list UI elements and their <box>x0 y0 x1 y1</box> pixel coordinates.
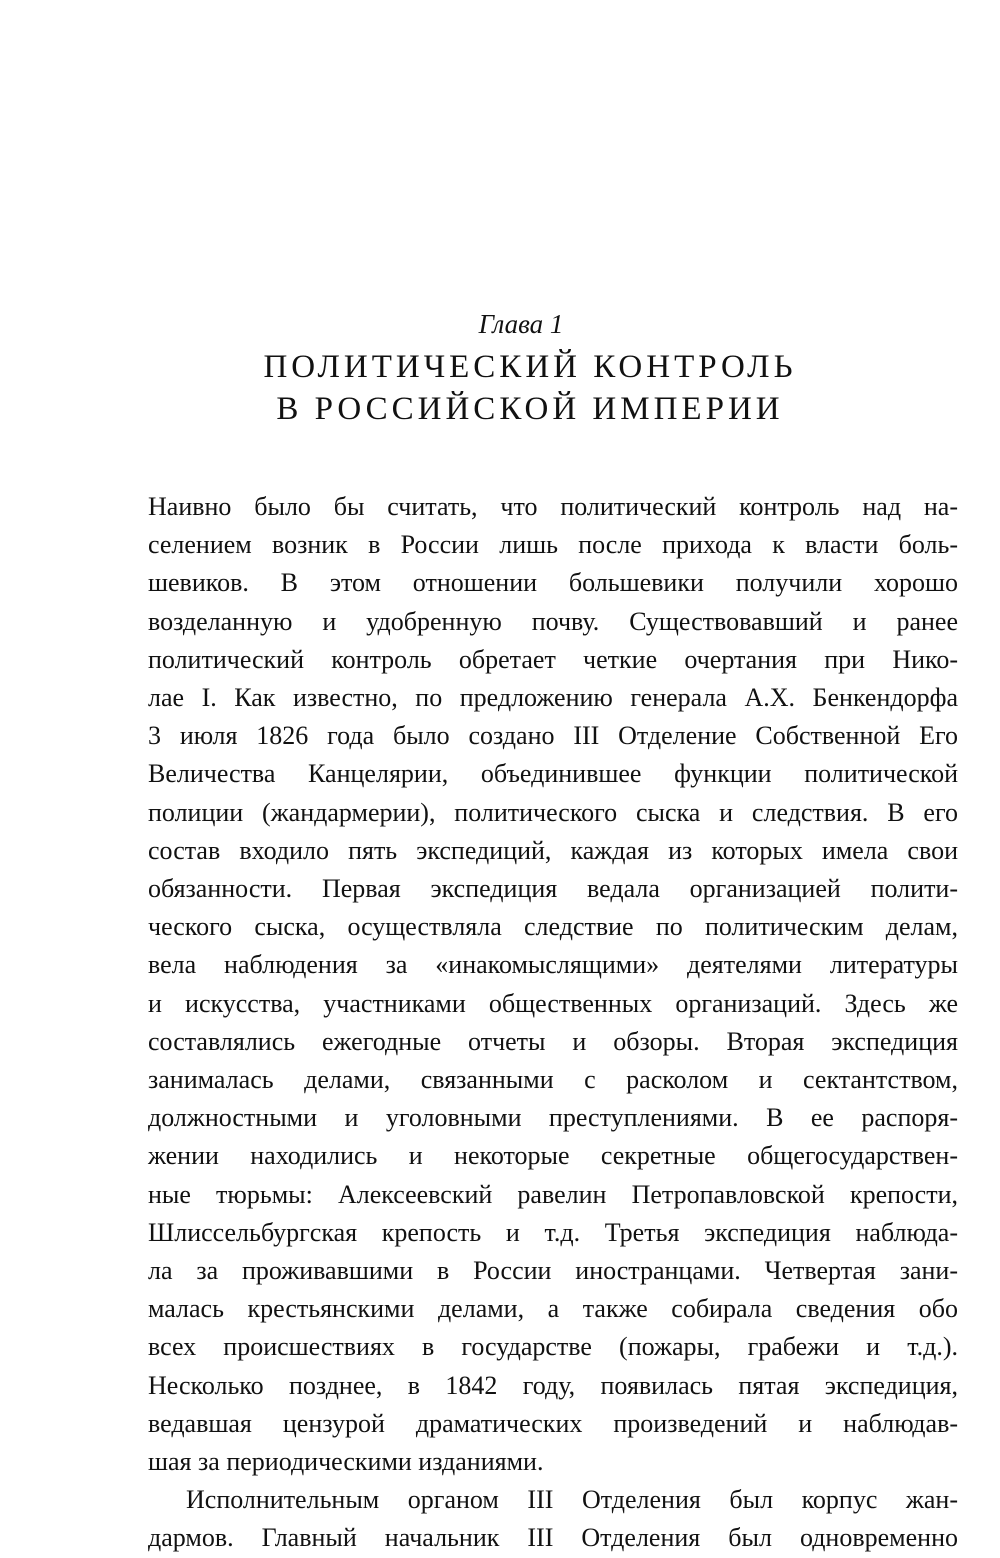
text-line: селением возник в России лишь после прихода к власти боль- <box>148 530 958 560</box>
text-line: должностными и уголовными преступлениями. В ее распоря- <box>148 1103 958 1133</box>
text-line: составлялись ежегодные отчеты и обзоры. Вторая экспедиция <box>148 1026 958 1056</box>
chapter-label: Глава 1 <box>478 309 564 339</box>
text-line: Величества Канцелярии, объединившее функции политической <box>148 759 958 789</box>
text-line: ведавшая цензурой драматических произведений и наблюдав- <box>148 1408 958 1438</box>
text-line: политический контроль обретает четкие очертания при Нико- <box>148 644 958 674</box>
text-line: возделанную и удобренную почву. Существовавший и ранее <box>148 606 958 636</box>
text-line: малась крестьянскими делами, а также собирала сведения обо <box>148 1294 958 1324</box>
paragraph-1 <box>148 488 958 1481</box>
text-line: 3 июля 1826 года было создано III Отделение Собственной Его <box>148 721 958 751</box>
text-line: Несколько позднее, в 1842 году, появилась пятая экспедиция, <box>148 1370 958 1400</box>
text-line: дармов. Главный начальник III Отделения был одновременно <box>148 1523 958 1553</box>
chapter-title <box>0 346 1000 430</box>
text-line: жении находились и некоторые секретные общегосударствен- <box>148 1141 958 1171</box>
text-line: ческого сыска, осуществляла следствие по политическим делам, <box>148 912 958 942</box>
text-line: шая за периодическими изданиями. <box>148 1447 544 1477</box>
text-line: и искусства, участниками общественных организаций. Здесь же <box>148 988 958 1018</box>
text-line: Шлиссельбургская крепость и т.д. Третья экспедиция наблюда- <box>148 1217 958 1247</box>
text-line: Наивно было бы считать, что политический контроль над на- <box>148 492 958 521</box>
text-line: шевиков. В этом отношении большевики получили хорошо <box>148 568 958 598</box>
chapter-title-line-1: ПОЛИТИЧЕСКИЙ КОНТРОЛЬ <box>263 349 797 385</box>
text-line: лае I. Как известно, по предложению генерала А.Х. Бенкендорфа <box>148 683 958 713</box>
body-text <box>148 488 958 1558</box>
text-line: занималась делами, связанными с расколом и сектантством, <box>148 1065 958 1095</box>
text-line: вела наблюдения за «инакомыслящими» деятелями литературы <box>148 950 958 980</box>
text-line: полиции (жандармерии), политического сыска и следствия. В его <box>148 797 958 827</box>
text-line: ла за проживавшими в России иностранцами. Четвертая зани- <box>148 1256 958 1286</box>
text-line: всех происшествиях в государстве (пожары, грабежи и т.д.). <box>148 1332 958 1362</box>
paragraph-2 <box>148 1481 958 1557</box>
text-line: состав входило пять экспедиций, каждая из которых имела свои <box>148 835 958 865</box>
text-line: Исполнительным органом III Отделения был корпус жан- <box>186 1485 958 1515</box>
text-line: ные тюрьмы: Алексеевский равелин Петропавловской крепости, <box>148 1179 958 1209</box>
chapter-title-line-2: В РОССИЙСКОЙ ИМПЕРИИ <box>276 391 784 427</box>
text-line: обязанности. Первая экспедиция ведала организацией полити- <box>148 874 958 904</box>
